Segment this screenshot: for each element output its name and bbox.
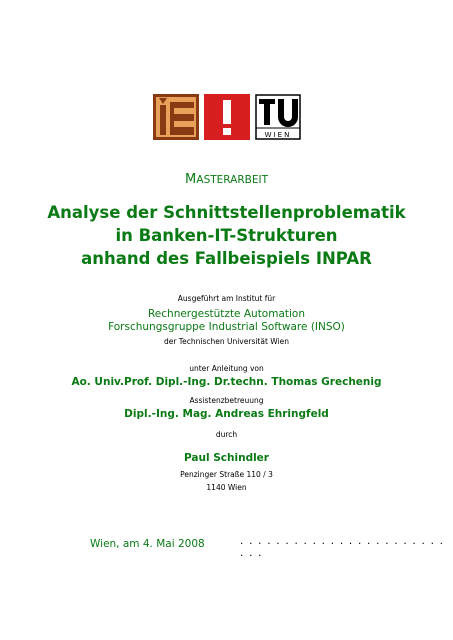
author-city: 1140 Wien	[206, 483, 247, 492]
title-line-2: in Banken-IT-Strukturen	[115, 226, 338, 245]
logo-row	[153, 94, 303, 140]
supervision-intro: unter Anleitung von	[189, 364, 264, 373]
author-intro: durch	[215, 430, 238, 439]
institute-logo	[153, 94, 199, 140]
institute-intro: Ausgeführt am Institut für	[177, 294, 276, 303]
thesis-type-rest: ASTERARBEIT	[196, 174, 268, 186]
title-line-3: anhand des Fallbeispiels INPAR	[81, 249, 372, 268]
place-date: Wien, am 4. Mai 2008	[90, 538, 205, 550]
assistant-intro: Assistenzbetreuung	[189, 396, 264, 405]
supervisor-name: Ao. Univ.Prof. Dipl.-Ing. Dr.techn. Thomas Grechenig	[71, 376, 382, 388]
signature-line: . . . . . . . . . . . . . . . . . . . . . . . . . .	[240, 535, 445, 559]
informatik-logo	[204, 94, 250, 140]
tu-wien-logo	[255, 94, 301, 140]
university-name: der Technischen Universität Wien	[163, 337, 290, 346]
title-line-1: Analyse der Schnittstellenproblematik	[47, 203, 406, 222]
thesis-type-first: M	[184, 172, 197, 187]
thesis-title	[0, 201, 453, 270]
assistant-name: Dipl.-Ing. Mag. Andreas Ehringfeld	[124, 408, 329, 420]
author-name: Paul Schindler	[184, 452, 269, 464]
author-street: Penzinger Straße 110 / 3	[180, 470, 273, 479]
thesis-type	[0, 168, 453, 187]
institute-name-1: Rechnergestützte Automation	[147, 308, 306, 320]
institute-name-2: Forschungsgruppe Industrial Software (INSO)	[108, 321, 345, 333]
svg-text:WIEN: WIEN	[264, 131, 292, 139]
